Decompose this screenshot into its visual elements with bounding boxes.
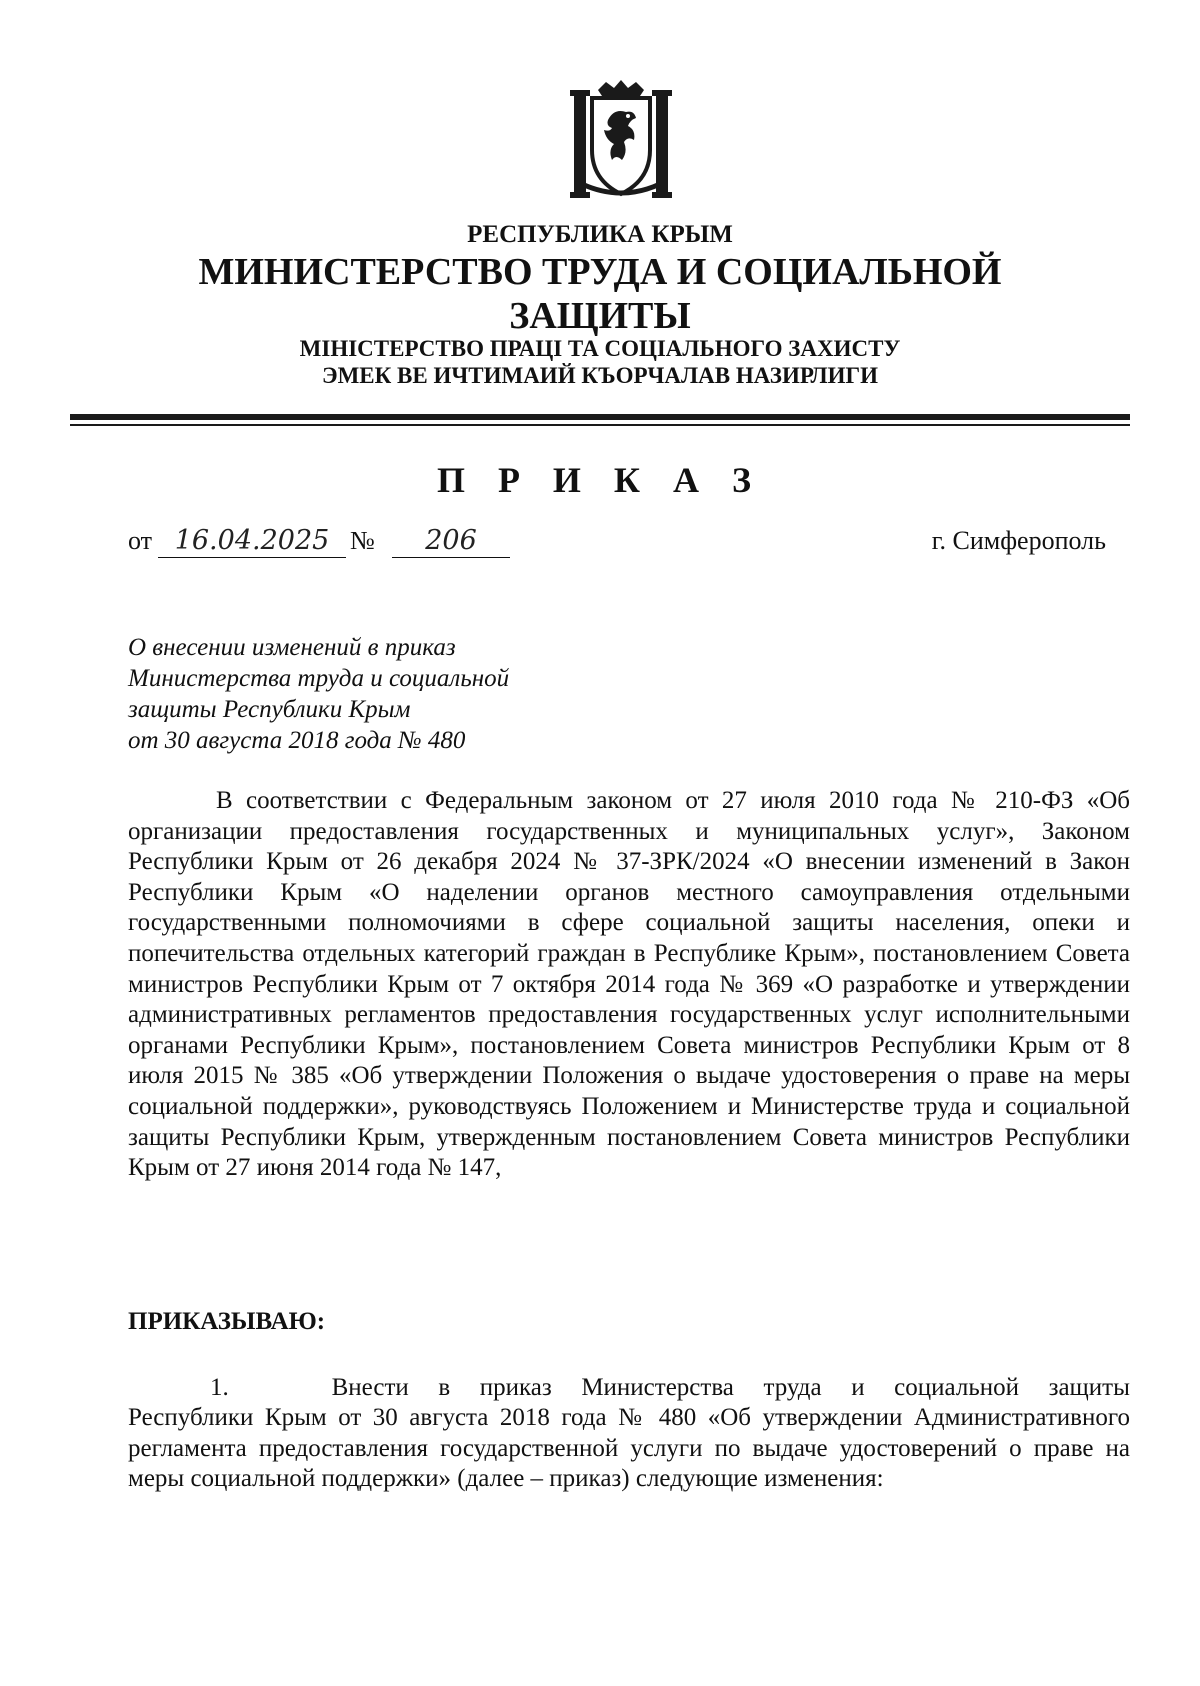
republic-title: РЕСПУБЛИКА КРЫМ bbox=[467, 221, 733, 248]
document-type-heading: П Р И К А З bbox=[436, 460, 764, 500]
ministry-title-line1: МИНИСТЕРСТВО ТРУДА И СОЦИАЛЬНОЙ bbox=[198, 251, 1002, 293]
date-prefix-label: от bbox=[128, 526, 153, 555]
order-item-1 bbox=[128, 1373, 1130, 1495]
subject-line-1: О внесении изменений в приказ bbox=[128, 634, 456, 661]
order-item-1-word: социальной bbox=[894, 1374, 1019, 1401]
order-item-1-word: труда bbox=[763, 1374, 822, 1401]
subject-line-3: защиты Республики Крым bbox=[128, 696, 411, 723]
header-divider-thin bbox=[70, 424, 1130, 426]
ministry-title-line2: ЗАЩИТЫ bbox=[509, 295, 691, 337]
order-item-1-text: Республики Крым от 30 августа 2018 года № 480 «Об утверждении Административного регламента предоставления государственной услуги по выдаче удостоверений о праве на меры социальной поддержки» (далее – приказ) следующие изменения: bbox=[128, 1404, 1130, 1493]
order-item-1-word: и bbox=[851, 1374, 865, 1401]
order-item-1-word: Министерства bbox=[581, 1374, 734, 1401]
subject-line-2: Министерства труда и социальной bbox=[128, 665, 510, 692]
preamble-paragraph: В соответствии с Федеральным законом от 27 июля 2010 года № 210-ФЗ «Об организации предоставления государственных и муниципальных услуг», Законом Республики Крым от 26 декабря 2024 № 37-ЗРК/2024 «О внесении изменений в Закон Республики Крым «О наделении органов местного самоуправления отдельными государственными полномочиями в сфере социальной защиты населения, опеки и попечительства отдельных категорий граждан в Республике Крым», постановлением Совета министров Республики Крым от 7 октября 2014 года № 369 «О разработке и утверждении административных регламентов предоставления государственных услуг исполнительными органами Республики Крым», постановлением Совета министров Республики Крым от 8 июля 2015 № 385 «Об утверждении Положения о выдаче удостоверения о праве на меры социальной поддержки», руководствуясь Положением и Министерстве труда и социальной защиты Республики Крым, утвержденным постановлением Совета министров Республики Крым от 27 июня 2014 года № 147, bbox=[128, 787, 1130, 1182]
order-directive-heading: ПРИКАЗЫВАЮ: bbox=[128, 1308, 326, 1335]
document-city: г. Симферополь bbox=[931, 526, 1106, 555]
order-item-1-word: приказ bbox=[479, 1374, 552, 1401]
document-subject bbox=[128, 632, 509, 756]
order-item-1-first-line bbox=[128, 1373, 1130, 1403]
order-item-1-word: в bbox=[438, 1374, 451, 1401]
order-item-1-word: защиты bbox=[1048, 1374, 1130, 1401]
coat-of-arms-emblem bbox=[568, 80, 674, 202]
document-date-handwritten: 16.04.2025 bbox=[158, 525, 346, 558]
number-prefix-label: № bbox=[350, 526, 375, 555]
header-divider-thick bbox=[70, 414, 1130, 420]
ministry-title-crimean-tatar: ЭМЕК ВЕ ИЧТИМАИЙ КЪОРЧАЛАВ НАЗИРЛИГИ bbox=[321, 363, 878, 388]
order-item-number: 1. bbox=[210, 1374, 229, 1401]
order-item-1-word: Внести bbox=[331, 1374, 409, 1401]
subject-line-4: от 30 августа 2018 года № 480 bbox=[128, 727, 466, 754]
document-number-handwritten: 206 bbox=[392, 525, 510, 558]
ministry-title-ukrainian: МІНІСТЕРСТВО ПРАЦІ ТА СОЦІАЛЬНОГО ЗАХИСТУ bbox=[299, 336, 901, 361]
